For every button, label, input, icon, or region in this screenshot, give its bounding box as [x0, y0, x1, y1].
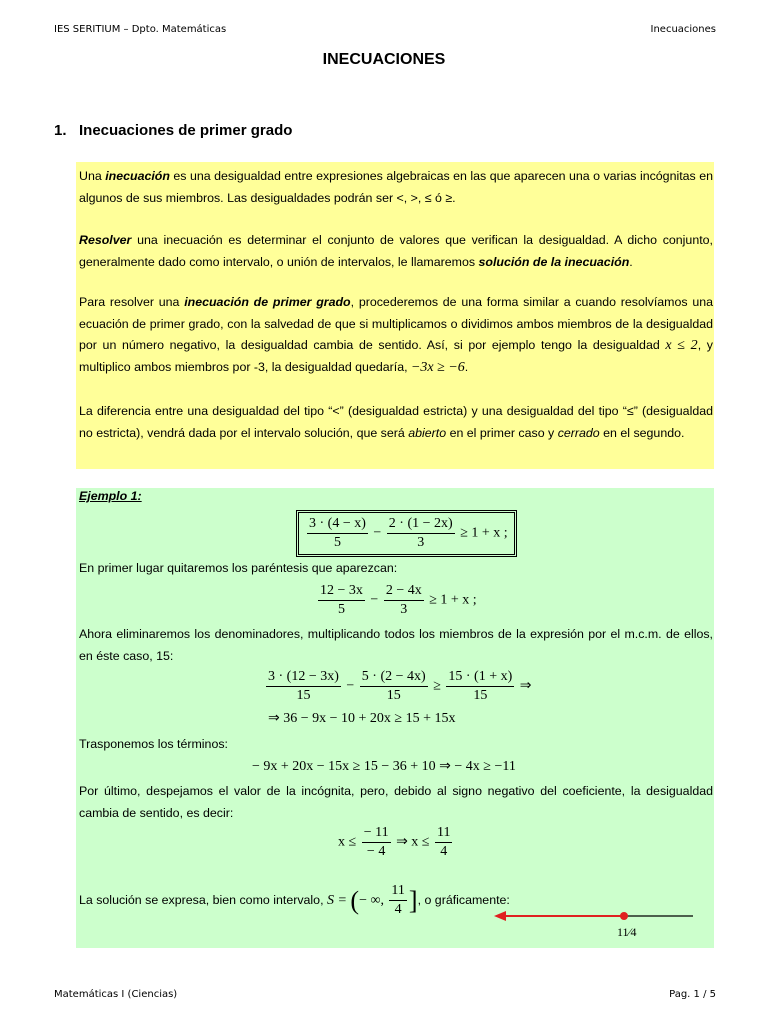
equation-4: ⇒ 36 − 9x − 10 + 20x ≥ 15 + 15x — [268, 711, 456, 726]
equation-2 — [316, 582, 477, 619]
text: , y multiplico ambos miembros por -3, la desigualdad quedaría, — [79, 338, 713, 374]
term-abierto: abierto — [408, 425, 447, 440]
bracket-close: ] — [408, 885, 418, 915]
number-line-graph — [488, 906, 698, 942]
operator: − — [370, 592, 379, 608]
header-left: IES SERITIUM – Dpto. Matemáticas — [54, 24, 227, 35]
denominator: 3 — [400, 602, 408, 617]
term-inecuacion: inecuación — [105, 169, 170, 183]
implies: ⇒ x ≤ — [396, 834, 430, 850]
operator: ≥ — [433, 678, 441, 694]
text: Una — [79, 169, 106, 183]
denominator: 5 — [333, 535, 341, 550]
operator: − — [373, 525, 382, 541]
equation-6 — [338, 824, 454, 861]
paragraph-4 — [79, 401, 713, 444]
section-label: Inecuaciones de primer grado — [79, 122, 293, 139]
term-resolver: Resolver — [79, 233, 132, 247]
denominator: 4 — [440, 844, 448, 859]
ray-arrow-head — [494, 911, 506, 921]
numerator: 11 — [435, 824, 452, 843]
denominator: 15 — [296, 688, 311, 703]
solution-symbol: S = — [326, 892, 351, 908]
numerator: 3 · (4 − x) — [307, 515, 368, 534]
numerator: 2 · (1 − 2x) — [387, 515, 455, 534]
numerator: 12 − 3x — [318, 582, 365, 601]
header-right: Inecuaciones — [650, 24, 716, 35]
text: en el segundo. — [599, 425, 685, 440]
lhs: x ≤ — [338, 834, 357, 850]
denominator: − 4 — [366, 844, 386, 859]
text: . — [629, 254, 633, 269]
fraction — [446, 668, 514, 705]
fraction — [384, 582, 424, 619]
section-number: 1. — [54, 122, 67, 139]
endpoint-closed — [620, 912, 628, 920]
numerator: 15 · (1 + x) — [446, 668, 514, 687]
numerator: 5 · (2 − 4x) — [360, 668, 428, 687]
denominator: 4 — [394, 902, 402, 917]
fraction — [318, 582, 365, 619]
graph-label: 11⁄4 — [617, 925, 637, 939]
paragraph-2 — [79, 230, 713, 273]
fraction — [387, 515, 455, 552]
text: La solución se expresa, bien como intervalo, — [79, 892, 327, 907]
term-primer-grado: inecuación de primer grado — [184, 295, 351, 309]
denominator: 3 — [417, 535, 425, 550]
denominator: 15 — [473, 688, 488, 703]
step-text-4: Por último, despejamos el valor de la incógnita, pero, debido al signo negativo del coeficiente, la desigualdad cambia de sentido, es decir: — [79, 784, 713, 820]
equation-5: − 9x + 20x − 15x ≥ 15 − 36 + 10 ⇒ − 4x ≥ −11 — [252, 759, 516, 774]
equation-3 — [264, 668, 532, 705]
numerator: 3 · (12 − 3x) — [266, 668, 341, 687]
fraction — [266, 668, 341, 705]
math-inline: x ≤ 2 — [665, 338, 698, 353]
step-text-1: En primer lugar quitaremos los paréntesis que aparezcan: — [79, 561, 398, 575]
numerator: 2 − 4x — [384, 582, 424, 601]
section-heading — [54, 122, 292, 139]
text: . — [464, 359, 469, 374]
text: en el primer caso y — [446, 425, 558, 440]
rhs: ≥ 1 + x ; — [429, 592, 477, 608]
example-label: Ejemplo 1: — [79, 489, 142, 503]
fraction — [362, 824, 391, 861]
rhs: ≥ 1 + x ; — [460, 525, 508, 541]
fraction — [435, 824, 452, 861]
term-solucion: solución de la inecuación — [478, 254, 630, 269]
fraction — [307, 515, 368, 552]
footer-left: Matemáticas I (Ciencias) — [54, 989, 178, 1000]
operator: − — [346, 678, 355, 694]
fraction — [360, 668, 428, 705]
page-title: INECUACIONES — [322, 51, 446, 68]
math-inline: −3x ≥ −6 — [410, 359, 465, 375]
text: La diferencia entre una desigualdad del tipo “<” (desigualdad estricta) y una desigualdad del tipo “≤” (desigualdad no estricta), vendrá dada por el intervalo solución, que será — [79, 404, 713, 440]
paren-open: ( — [350, 885, 360, 915]
implies-arrow: ⇒ — [519, 678, 532, 694]
text: Para resolver una — [79, 295, 185, 309]
step-text-3: Trasponemos los términos: — [79, 737, 228, 751]
text: una inecuación es determinar el conjunto de valores que verifican la desigualdad. A dicho conjunto, generalmente dado como intervalo, o unión de intervalos, le llamaremos — [79, 233, 713, 269]
step-text-2: Ahora eliminaremos los denominadores, multiplicando todos los miembros de la expresión por el m.c.m. de ellos, en éste caso, 15: — [79, 627, 713, 663]
term-cerrado: cerrado — [557, 425, 600, 440]
equation-1 — [296, 510, 517, 557]
step-text-5 — [79, 882, 510, 919]
paragraph-1 — [79, 166, 713, 209]
denominator: 15 — [386, 688, 401, 703]
paragraph-3 — [79, 292, 713, 378]
numerator: 11 — [389, 882, 406, 901]
equation-frame — [296, 510, 517, 557]
fraction — [389, 882, 406, 919]
text: , procederemos de una forma similar a cuando resolvíamos una ecuación de primer grado, con la salvedad de que si multiplicamos o dividimos ambos miembros de la desigualdad por un número negativo, la desigualdad cambia de sentido. Así, si por ejemplo tengo la desigualdad — [79, 295, 713, 352]
interval-left: − ∞, — [359, 892, 384, 908]
text: es una desigualdad entre expresiones algebraicas en las que aparecen una o varias incógnitas en algunos de sus miembros. Las desigualdades podrán ser <, >, ≤ ó ≥. — [79, 169, 713, 205]
footer-right: Pag. 1 / 5 — [669, 989, 716, 1000]
text: , o gráficamente: — [417, 892, 510, 907]
numerator: − 11 — [362, 824, 391, 843]
denominator: 5 — [337, 602, 345, 617]
